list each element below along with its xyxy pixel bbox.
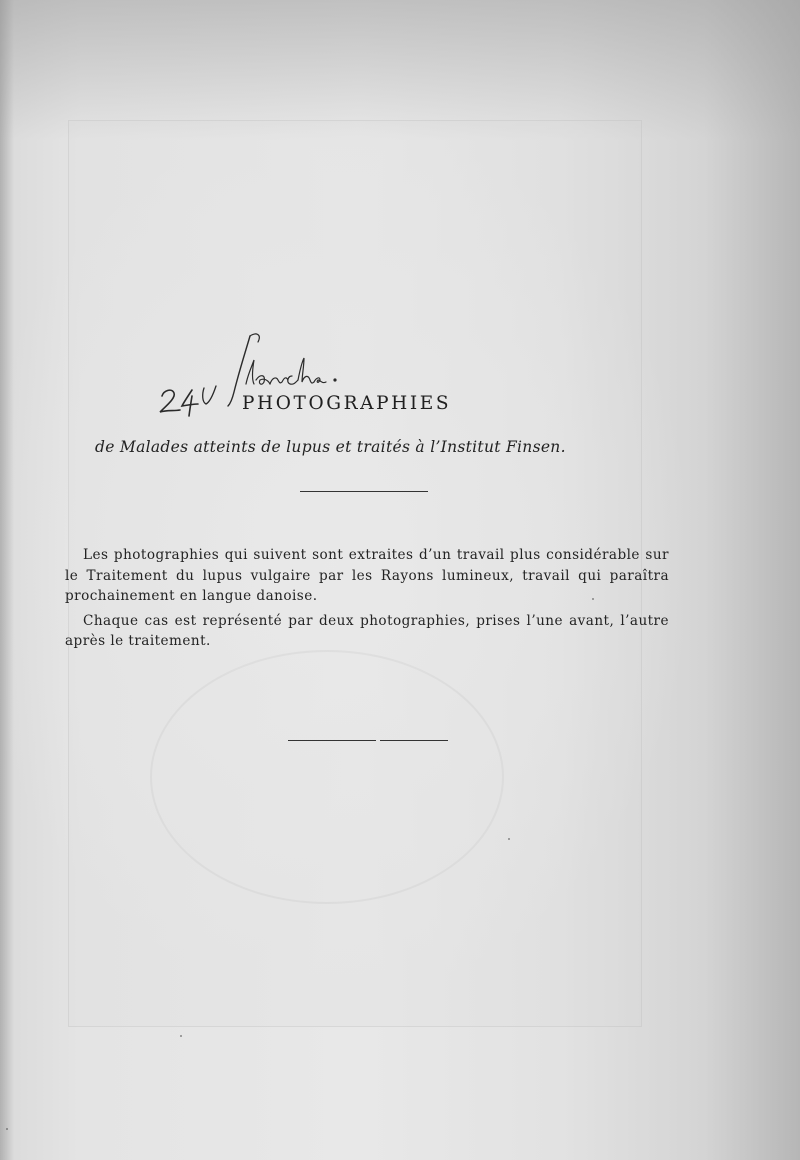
- show-through-oval: [150, 650, 504, 904]
- paper-speck: [508, 838, 510, 840]
- paper-speck: [6, 1128, 8, 1130]
- body-paragraph: Chaque cas est représenté par deux photographies, prises l’une avant, l’autre après le traitement.: [65, 612, 669, 649]
- closing-divider-right: [380, 740, 448, 741]
- body-text: [65, 545, 669, 652]
- body-paragraph: Les photographies qui suivent sont extraites d’un travail plus considérable sur le Traitement du lupus vulgaire par les Rayons lumineux, travail qui paraîtra prochainement en langue danoise.: [65, 547, 669, 604]
- page-subtitle: de Malades atteints de lupus et traités à l’Institut Finsen.: [95, 438, 566, 456]
- paper-speck: [180, 1035, 182, 1037]
- page-title: PHOTOGRAPHIES: [242, 393, 452, 414]
- closing-divider-left: [288, 740, 376, 741]
- paper-speck: [592, 598, 594, 600]
- left-edge-shadow: [0, 0, 14, 1160]
- handwritten-number-annotation: [158, 384, 218, 418]
- top-shadow: [0, 0, 800, 140]
- title-divider: [300, 491, 428, 492]
